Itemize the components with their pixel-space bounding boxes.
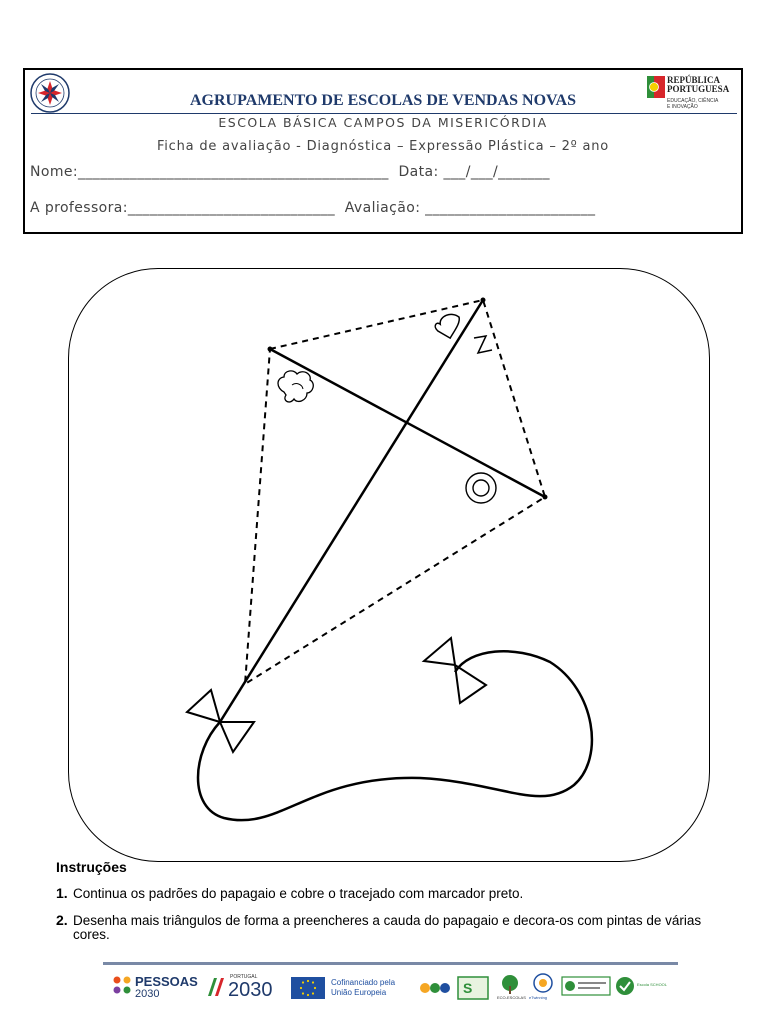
pessoas-year: 2030 [135, 988, 160, 1000]
kite-horizontal-spine [270, 349, 545, 497]
gov-logo-text: REPÚBLICA PORTUGUESA [667, 75, 730, 94]
funding-logos-bar [103, 960, 678, 1006]
digital-school-logo [561, 960, 611, 1006]
school-badge-icon [457, 976, 489, 1000]
etwinning-label: eTwinning [529, 995, 548, 1000]
pessoas-label: PESSOAS [135, 974, 198, 989]
tail-bow-1-icon [187, 690, 254, 752]
teacher-evaluation-field[interactable]: A professora:____________________________ Avaliação: _______________________ [30, 200, 596, 216]
equavet-logo [615, 960, 675, 1006]
eu-cofinanced-logo [291, 960, 411, 1006]
instruction-text: Desenha mais triângulos de forma a preencheres a cauda do papagaio e decora-os com pintas de várias cores. [73, 913, 702, 942]
zigzag-pattern-icon [474, 336, 492, 353]
pessoas-2030-logo [111, 960, 207, 1006]
gov-logo-subtext: EDUCAÇÃO, CIÊNCIA E INOVAÇÃO [667, 98, 719, 110]
etwinning-logo [529, 960, 559, 1006]
cloud-pattern-icon [278, 371, 313, 402]
eco-label: ECO-ESCOLAS [497, 995, 526, 1000]
svg-text:S: S [463, 980, 473, 996]
school-name: ESCOLA BÁSICA CAMPOS DA MISERICÓRDIA [218, 115, 548, 130]
colorful-badge-icon [419, 978, 453, 998]
assessment-title: Ficha de avaliação - Diagnóstica – Expressão Plástica – 2º ano [156, 139, 610, 154]
portugal-flag-icon [206, 976, 226, 998]
instruction-number: 2. [56, 912, 68, 928]
eco-escolas-logo [497, 960, 525, 1006]
tail-bow-2-icon [424, 638, 486, 703]
tap-logo [419, 960, 455, 1006]
portugal-year: 2030 [228, 979, 273, 1001]
digital-school-badge-icon [561, 976, 611, 996]
instruction-text: Continua os padrões do papagaio e cobre o tracejado com marcador preto. [73, 886, 524, 901]
equavet-label: Escola SCHOOL [637, 982, 668, 987]
name-date-field[interactable]: Nome:__________________________________________ Data: ___/___/_______ [30, 164, 550, 180]
pessoas-dots-icon [111, 974, 133, 996]
kite-vertical-spine [220, 300, 483, 722]
checkmark-seal-icon [615, 976, 635, 996]
eco-tree-icon [499, 974, 521, 994]
group-title: AGRUPAMENTO DE ESCOLAS DE VENDAS NOVAS [190, 92, 576, 109]
eu-flag-icon [291, 977, 325, 999]
instruction-number: 1. [56, 885, 68, 901]
eu-line-1: Cofinanciado pela [331, 978, 396, 987]
portugal-label: PORTUGAL [230, 974, 258, 980]
concentric-circles-pattern-icon [466, 473, 496, 503]
instructions-title: Instruções [56, 859, 127, 875]
kite-dashed-outline [245, 300, 545, 684]
portugal-2030-logo [206, 960, 286, 1006]
etwinning-icon [531, 972, 555, 994]
green-school-logo [457, 960, 493, 1006]
eu-line-2: União Europeia [331, 988, 387, 997]
